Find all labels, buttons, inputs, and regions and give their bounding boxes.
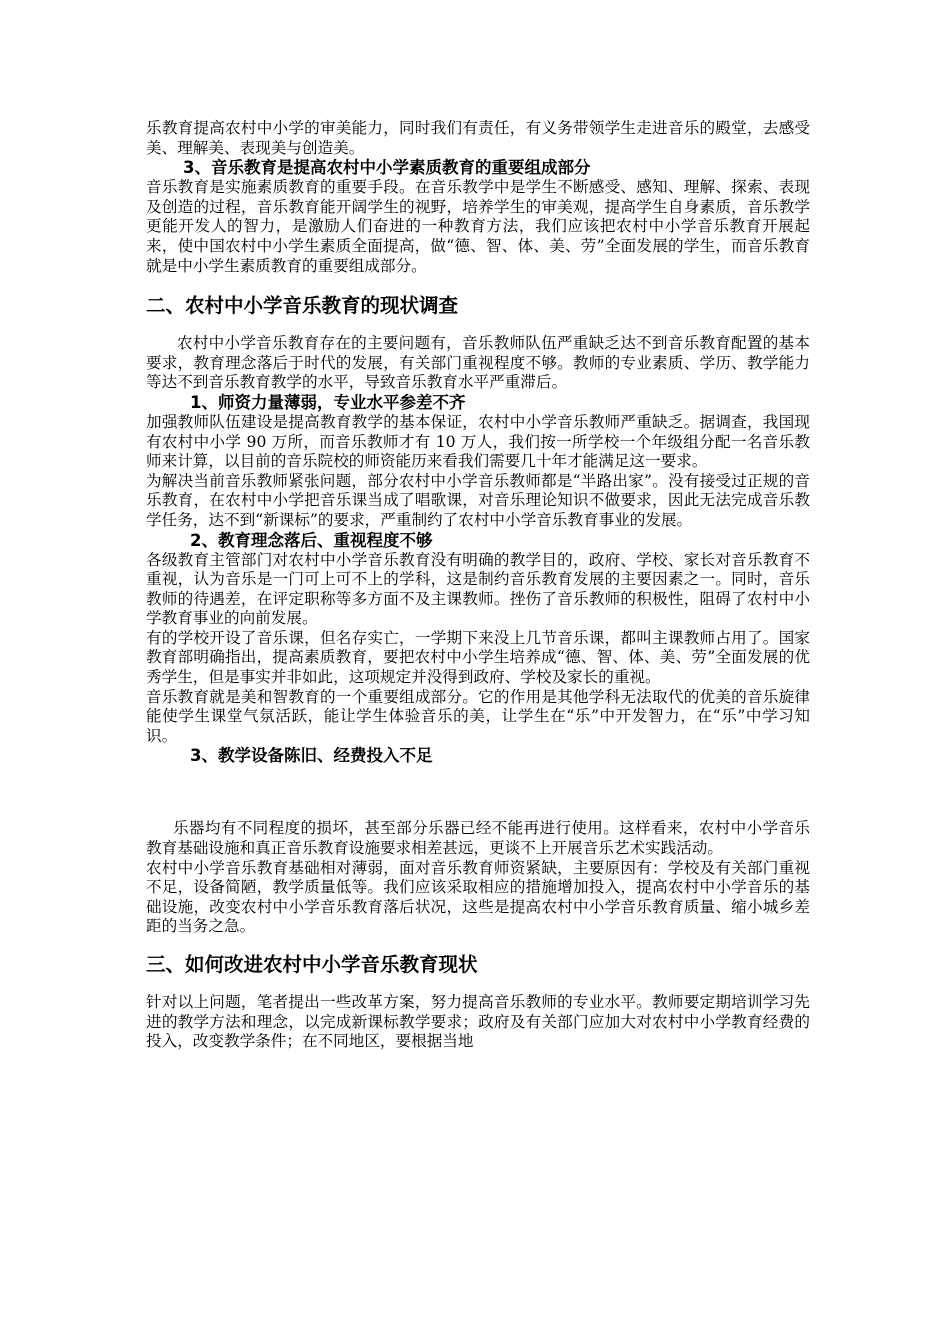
section-heading-2: 二、农村中小学音乐教育的现状调查 bbox=[146, 294, 459, 318]
subheading-2-2: 2、教育理念落后、重视程度不够 bbox=[190, 530, 433, 550]
paragraph-1-3: 音乐教育是实施素质教育的重要手段。在音乐教学中是学生不断感受、感知、理解、探索、表现及创造的过程，音乐教育能开阔学生的视野，培养学生的审美观，提高学生自身素质，音乐教学更能开发人的智力，是激励人们奋进的一种教育方法，我们应该把农村中小学音乐教育开展起来，使中国农村中小学生素质全面提高，做“德、智、体、美、劳”全面发展的学生，而音乐教育就是中小学生素质教育的重要组成部分。 bbox=[146, 178, 810, 275]
paragraph-2-3-b: 农村中小学音乐教育基础相对薄弱，面对音乐教育师资紧缺，主要原因有：学校及有关部门重视不足，设备简陋，教学质量低等。我们应该采取相应的措施增加投入，提高农村中小学音乐的基础设施，改变农村中小学音乐教育落后状况，这些是提高农村中小学音乐教育质量、缩小城乡差距的当务之急。 bbox=[146, 858, 810, 936]
paragraph-2-2-a: 各级教育主管部门对农村中小学音乐教育没有明确的教学目的，政府、学校、家长对音乐教育不重视，认为音乐是一门可上可不上的学科，这是制约音乐教育发展的主要因素之一。同时，音乐教师的待遇差，在评定职称等多方面不及主课教师。挫伤了音乐教师的积极性，阻碍了农村中小学教育事业的向前发展。 bbox=[146, 550, 810, 628]
paragraph-2-2-b: 有的学校开设了音乐课，但名存实亡，一学期下来没上几节音乐课，都叫主课教师占用了。国家教育部明确指出，提高素质教育，要把农村中小学生培养成“德、智、体、美、劳”全面发展的优秀学生，但是事实并非如此，这项规定并没得到政府、学校及家长的重视。 bbox=[146, 628, 810, 687]
paragraph-2-3-a: 乐器均有不同程度的损坏，甚至部分乐器已经不能再进行使用。这样看来，农村中小学音乐教育基础设施和真正音乐教育设施要求相差甚远，更谈不上开展音乐艺术实践活动。 bbox=[146, 819, 810, 858]
subheading-2-3: 3、教学设备陈旧、经费投入不足 bbox=[190, 746, 433, 766]
paragraph-3-intro: 针对以上问题，笔者提出一些改革方案，努力提高音乐教师的专业水平。教师要定期培训学习先进的教学方法和理念，以完成新课标教学要求；政府及有关部门应加大对农村中小学教育经费的投入，改变教学条件；在不同地区，要根据当地 bbox=[146, 993, 810, 1051]
paragraph-2-2-c: 音乐教育就是美和智教育的一个重要组成部分。它的作用是其他学科无法取代的优美的音乐旋律能使学生课堂气氛活跃，能让学生体验音乐的美，让学生在“乐”中开发智力，在“乐”中学习知识。 bbox=[146, 687, 810, 745]
section-heading-3: 三、如何改进农村中小学音乐教育现状 bbox=[146, 953, 478, 976]
subheading-1-3: 3、音乐教育是提高农村中小学素质教育的重要组成部分 bbox=[183, 158, 591, 178]
paragraph-2-1-a: 加强教师队伍建设是提高教育教学的基本保证，农村中小学音乐教师严重缺乏。据调查，我国现有农村中小学 90 万所，而音乐教师才有 10 万人，我们按一所学校一个年级组分配一名音乐教师来计算，以目前的音乐院校的师资能历来看我们需要几十年才能满足这一要求。 bbox=[146, 412, 810, 471]
document-page bbox=[146, 119, 810, 1052]
blank-space bbox=[146, 766, 810, 819]
paragraph-2-intro: 农村中小学音乐教育存在的主要问题有，音乐教师队伍严重缺乏达不到音乐教育配置的基本要求，教育理念落后于时代的发展，有关部门重视程度不够。教师的专业素质、学历、教学能力等达不到音乐教育教学的水平，导致音乐教育水平严重滞后。 bbox=[146, 334, 810, 392]
paragraph-intro-continuation: 乐教育提高农村中小学的审美能力，同时我们有责任，有义务带领学生走进音乐的殿堂，去感受美、理解美、表现美与创造美。 bbox=[146, 119, 810, 157]
paragraph-2-1-b: 为解决当前音乐教师紧张问题，部分农村中小学音乐教师都是“半路出家”。没有接受过正规的音乐教育，在农村中小学把音乐课当成了唱歌课，对音乐理论知识不做要求，因此无法完成音乐教学任务，达不到“新课标”的要求，严重制约了农村中小学音乐教育事业的发展。 bbox=[146, 471, 810, 529]
subheading-2-1: 1、师资力量薄弱，专业水平参差不齐 bbox=[190, 392, 466, 412]
